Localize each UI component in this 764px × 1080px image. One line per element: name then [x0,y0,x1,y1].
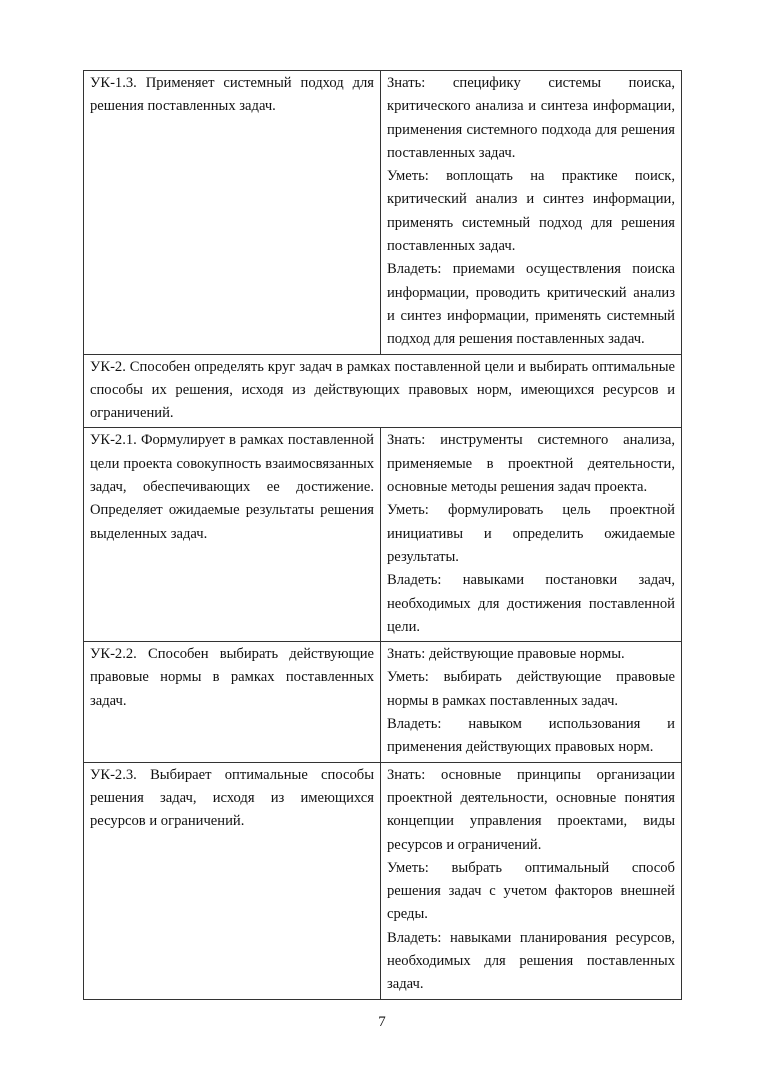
learning-outcomes-cell [381,428,682,642]
own-text: Владеть: навыками постановки задач, необходимых для достижения поставленной цели. [387,572,675,635]
know-text: Знать: инструменты системного анализа, применяемые в проектной деятельности, основные методы решения задач проекта. [387,432,675,496]
indicator-cell [84,428,381,642]
learning-outcomes-cell [381,642,682,762]
indicator-text: УК-2.1. Формулирует в рамках поставленной цели проекта совокупность взаимосвязанных задач, обеспечивающих ее достижение. Определяет ожидаемые результаты решения выделенных задач. [90,432,374,542]
indicator-cell [84,642,381,762]
own-text: Владеть: навыками планирования ресурсов, необходимых для решения поставленных задач. [387,929,675,993]
page-number: 7 [378,1014,386,1030]
indicator-text: УК-2.3. Выбирает оптимальные способы решения задач, исходя из имеющихся ресурсов и ограничений. [90,766,374,830]
indicator-text: УК-2.2. Способен выбирать действующие правовые нормы в рамках поставленных задач. [90,646,374,709]
own-text: Владеть: приемами осуществления поиска информации, проводить критический анализ и синтез информации, применять системный подход для решения поставленных задач. [387,261,675,348]
indicator-text: УК-1.3. Применяет системный подход для решения поставленных задач. [90,75,374,115]
can-text: Уметь: выбирать действующие правовые нормы в рамках поставленных задач. [387,669,675,709]
table-row [84,762,682,999]
own-text: Владеть: навыком использования и применения действующих правовых норм. [387,716,675,756]
table-row [84,354,682,428]
learning-outcomes-cell [381,71,682,355]
indicator-cell [84,71,381,355]
know-text: Знать: специфику системы поиска, критического анализа и синтеза информации, применения системного подхода для решения поставленных задач. [387,75,675,161]
can-text: Уметь: формулировать цель проектной инициативы и определить ожидаемые результаты. [387,502,675,565]
table-row [84,642,682,762]
competence-cell [84,354,682,428]
know-text: Знать: действующие правовые нормы. [387,646,625,663]
table-row [84,428,682,642]
indicator-cell [84,762,381,999]
can-text: Уметь: воплощать на практике поиск, критический анализ и синтез информации, применять системный подход для решения поставленных задач. [387,168,675,255]
can-text: Уметь: выбрать оптимальный способ решения задач с учетом факторов внешней среды. [387,859,675,923]
table-row [84,71,682,355]
learning-outcomes-cell [381,762,682,999]
competence-table [83,70,682,1000]
competence-text: УК-2. Способен определять круг задач в рамках поставленной цели и выбирать оптимальные способы их решения, исходя из действующих правовых норм, имеющихся ресурсов и ограничений. [90,358,675,422]
know-text: Знать: основные принципы организации проектной деятельности, основные понятия концепции управления проектами, виды ресурсов и ограничений. [387,766,675,853]
